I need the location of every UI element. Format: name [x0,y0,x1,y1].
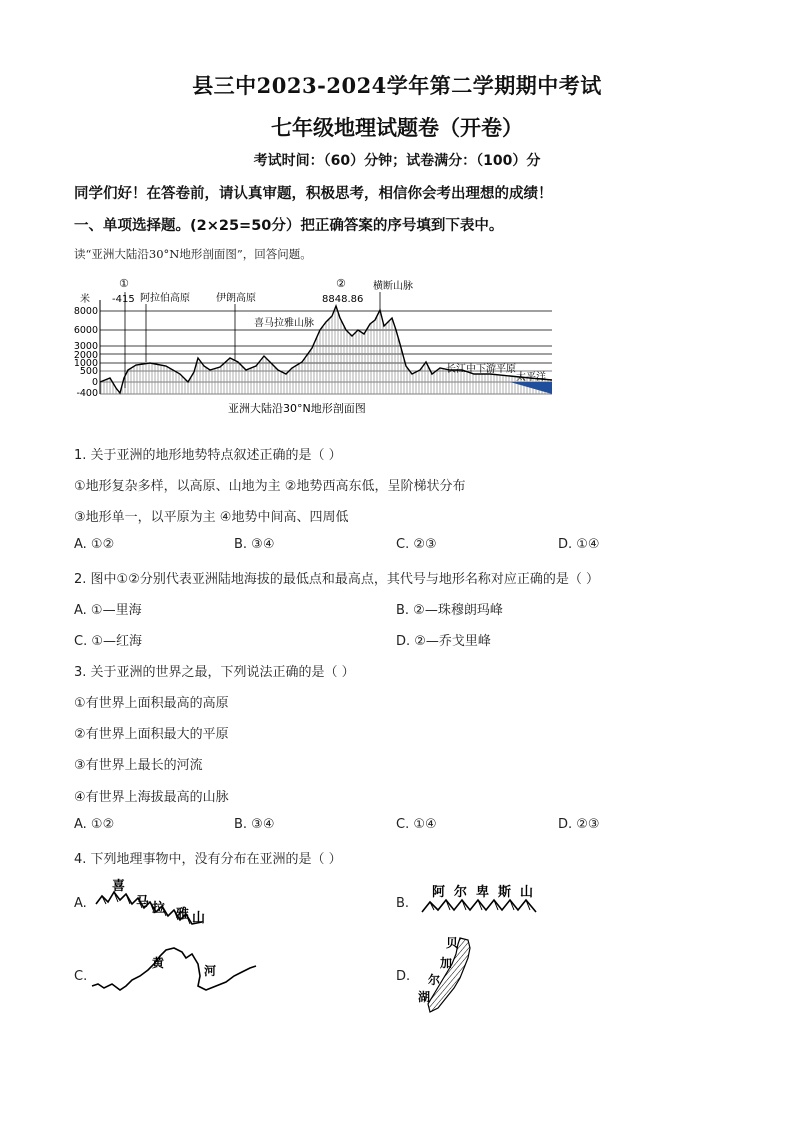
alps-char-1: 阿 [432,885,446,900]
yellow-river-char-2: 河 [204,964,217,978]
alps-mountain-figure [418,880,543,920]
yellow-river-course [92,948,256,990]
q1-option-d[interactable]: D. ①④ [558,537,600,552]
y-unit-label: 米 [80,294,90,305]
baikal-char-4: 湖 [418,990,431,1004]
exam-title: 县三中2023-2024学年第二学期期中考试 [192,73,602,98]
q4-stem: 4. 下列地理事物中，没有分布在亚洲的是（ ） [74,852,342,867]
q2-stem: 2. 图中①②分别代表亚洲陆地海拔的最低点和最高点，其代号与地形名称对应正确的是（ ） [74,572,599,587]
exam-info: 考试时间：（60）分钟；试卷满分：（100）分 [253,153,541,169]
marker2-value: 8848.86 [322,294,364,305]
himalaya-mountain-figure [92,874,217,929]
q1-option-a[interactable]: A. ①② [74,537,115,552]
y-tick-500: 500 [79,366,98,377]
q3-option-d[interactable]: D. ②③ [558,817,600,832]
himalaya-char-4: 雅 [176,907,190,922]
q3-line-3: ③有世界上最长的河流 [74,758,203,773]
marker1-value: -415 [112,294,135,305]
greeting: 同学们好！在答卷前，请认真审题，积极思考，相信你会考出理想的成绩！ [74,186,553,202]
alps-char-2: 尔 [454,885,468,900]
y-tick-8000: 8000 [73,306,98,317]
baikal-char-1: 贝 [446,936,459,950]
himalaya-char-2: 马 [136,895,150,910]
q3-option-b[interactable]: B. ③④ [234,817,275,832]
alps-char-5: 山 [520,885,534,900]
yellow-river-char-1: 黄 [152,956,165,970]
q2-option-c[interactable]: C. ①—红海 [74,634,142,649]
label-pacific: 太平洋 [516,372,546,383]
q4-option-d[interactable]: D. [396,969,411,984]
q2-option-d[interactable]: D. ②—乔戈里峰 [396,634,491,649]
label-arabia-plateau: 阿拉伯高原 [140,293,190,304]
q3-line-1: ①有世界上面积最高的高原 [74,696,229,711]
exam-subtitle: 七年级地理试题卷（开卷） [271,115,523,140]
alps-char-3: 卑 [476,885,490,900]
y-tick-2000: 2000 [73,350,98,361]
q3-line-2: ②有世界上面积最大的平原 [74,727,229,742]
terrain-profile-figure [70,270,560,420]
figure-intro: 读“亚洲大陆沿30°N地形剖面图”，回答问题。 [74,247,312,261]
q1-option-c[interactable]: C. ②③ [396,537,437,552]
q1-line-1: ①地形复杂多样，以高原、山地为主 ②地势西高东低，呈阶梯状分布 [74,479,466,494]
y-tick-minus400: -400 [76,388,98,399]
marker2-symbol: ② [336,277,346,290]
q4-option-a[interactable]: A. [74,896,87,911]
q2-option-a[interactable]: A. ①—里海 [74,603,142,618]
y-tick-1000: 1000 [73,358,98,369]
yellow-river-figure [90,940,260,1005]
q4-option-b[interactable]: B. [396,896,410,911]
q2-option-b[interactable]: B. ②—珠穆朗玛峰 [396,603,503,618]
q3-option-c[interactable]: C. ①④ [396,817,437,832]
figure-caption: 亚洲大陆沿30°N地形剖面图 [228,402,366,415]
himalaya-char-1: 喜 [112,879,126,894]
label-himalaya: 喜马拉雅山脉 [254,318,314,329]
himalaya-char-3: 拉 [152,901,166,916]
y-tick-3000: 3000 [73,341,98,352]
terrain-profile-fill [100,306,552,394]
y-tick-0: 0 [91,377,98,388]
baikal-char-3: 尔 [428,973,441,987]
q1-line-2: ③地形单一，以平原为主 ④地势中间高、四周低 [74,510,349,525]
q4-option-c[interactable]: C. [74,969,88,984]
label-hengduan: 横断山脉 [373,281,413,292]
q3-option-a[interactable]: A. ①② [74,817,115,832]
section-title: 一、单项选择题。(2×25=50分）把正确答案的序号填到下表中。 [74,218,504,234]
q3-line-4: ④有世界上海拔最高的山脉 [74,790,229,805]
baikal-lake-figure [414,932,484,1017]
q1-stem: 1. 关于亚洲的地形地势特点叙述正确的是（ ） [74,448,342,463]
himalaya-char-5: 山 [192,911,206,926]
q1-option-b[interactable]: B. ③④ [234,537,275,552]
label-iran-plateau: 伊朗高原 [216,293,256,304]
label-changjiang-plain: 长江中下游平原 [446,364,516,375]
q3-stem: 3. 关于亚洲的世界之最，下列说法正确的是（ ） [74,665,355,680]
marker1-symbol: ① [119,277,129,290]
alps-char-4: 斯 [498,885,512,900]
y-tick-6000: 6000 [73,325,98,336]
baikal-char-2: 加 [440,956,453,970]
